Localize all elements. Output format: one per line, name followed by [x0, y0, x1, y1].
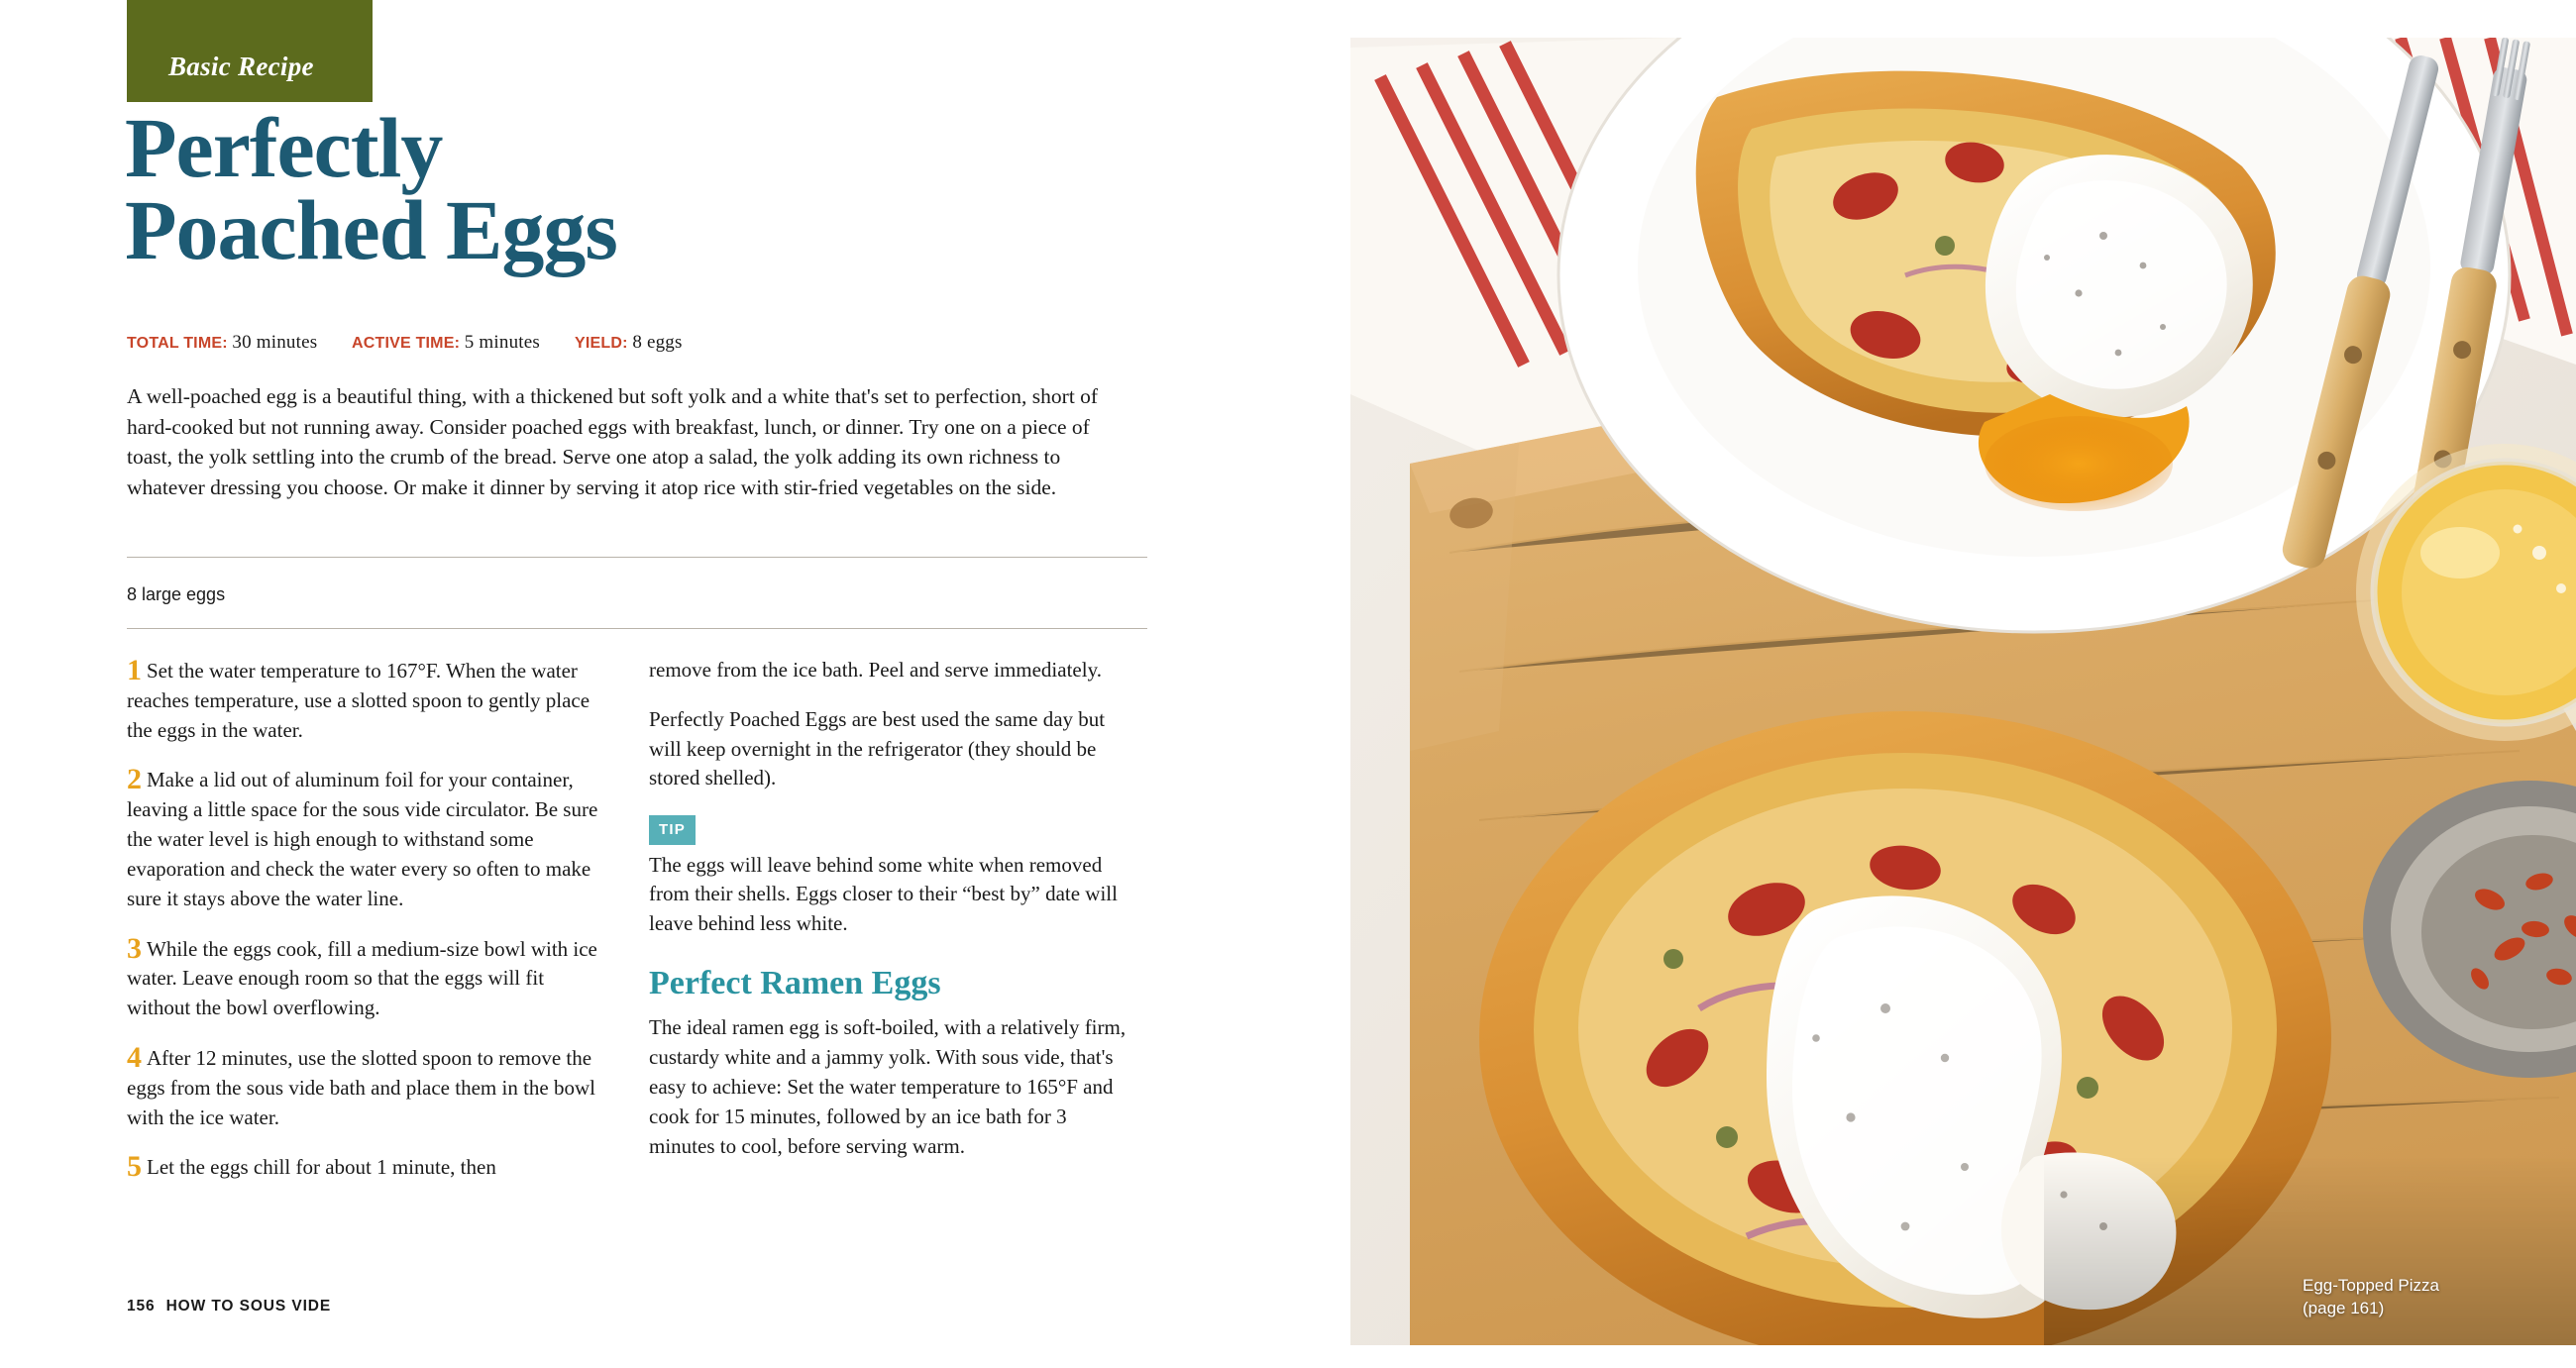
active-time-value: 5 minutes — [464, 332, 540, 353]
recipe-title — [125, 100, 818, 277]
total-time-value: 30 minutes — [232, 332, 318, 353]
page-folio — [127, 1298, 331, 1315]
step-text: After 12 minutes, use the slotted spoon to remove the eggs from the sous vide bath and place them in the bowl with the ice water. — [127, 1045, 595, 1129]
tip-block — [649, 813, 1134, 939]
step-text: While the eggs cook, fill a medium-size bowl with ice water. Leave enough room so that the eggs will fit without the bowl overflowing. — [127, 936, 597, 1020]
photo-caption — [2303, 1275, 2439, 1320]
steps-column-right — [649, 656, 1134, 1181]
step-text: Make a lid out of aluminum foil for your container, leaving a little space for the sous vide circulator. Be sure the water level is high enough to withstand some evaporation and check the water every so often to make sure it stays above the water line. — [127, 768, 598, 910]
photo-caption-line2: (page 161) — [2303, 1299, 2385, 1318]
step-number: 3 — [127, 931, 142, 965]
active-time-label: ACTIVE TIME: — [352, 335, 461, 352]
recipe-title-line2: Poached Eggs — [125, 181, 617, 277]
photo-caption-line1: Egg-Topped Pizza — [2303, 1276, 2439, 1296]
folio-number: 156 — [127, 1298, 156, 1315]
tip-badge-label: TIP — [649, 815, 696, 844]
storage-note: Perfectly Poached Eggs are best used the same day but will keep overnight in the refrigerator (they should be stored shelled). — [649, 706, 1106, 790]
basic-recipe-badge-label: Basic Recipe — [168, 52, 314, 81]
step-item — [127, 656, 612, 745]
recipe-meta — [127, 332, 683, 354]
divider-above-ingredients — [127, 557, 1147, 558]
yield-label: YIELD: — [575, 335, 628, 352]
step-number: 4 — [127, 1040, 142, 1074]
step-text: Let the eggs chill for about 1 minute, then — [147, 1155, 496, 1180]
steps-column-left — [127, 656, 612, 1203]
total-time-label: TOTAL TIME: — [127, 335, 228, 352]
step-text: Set the water temperature to 167°F. When the water reaches temperature, use a slotted spoon to gently place the eggs in the water. — [127, 659, 590, 742]
step-item — [127, 931, 612, 1023]
divider-below-ingredients — [127, 628, 1147, 629]
step-item — [127, 1152, 612, 1183]
ingredients-list: 8 large eggs — [127, 584, 226, 604]
recipe-title-line1: Perfectly — [125, 100, 443, 195]
step-number: 2 — [127, 763, 142, 796]
right-photo-page — [1342, 0, 2576, 1368]
step-number: 5 — [127, 1150, 142, 1184]
tip-text: The eggs will leave behind some white when removed from their shells. Eggs closer to their “best by” date will leave behind less white. — [649, 852, 1118, 936]
step-item — [127, 1040, 612, 1132]
recipe-photo — [1350, 38, 2576, 1345]
yield-value: 8 eggs — [632, 332, 683, 353]
ramen-eggs-subhead: Perfect Ramen Eggs — [649, 964, 941, 1001]
ramen-eggs-body: The ideal ramen egg is soft-boiled, with a relatively firm, custardy white and a jammy yolk. With sous vide, that's easy to achieve: Set the water temperature to 165°F and cook for 15 minutes, followed by an ice bath for 3 minutes to cool, before serving warm. — [649, 1015, 1127, 1158]
recipe-intro: A well-poached egg is a beautiful thing, with a thickened but soft yolk and a white that's set to perfection, short of hard-cooked but not running away. Consider poached eggs with breakfast, lunch, or dinner. Try one on a piece of toast, the yolk settling into the crumb of the bread. Serve one atop a salad, the yolk adding its own richness to whatever dressing you choose. Or make it dinner by serving it atop rice with stir-fried vegetables on the side. — [127, 384, 1099, 499]
step-item — [127, 765, 612, 913]
running-head: HOW TO SOUS VIDE — [165, 1298, 332, 1315]
step-number: 1 — [127, 654, 142, 686]
step5-continuation: remove from the ice bath. Peel and serve immediately. — [649, 658, 1102, 682]
